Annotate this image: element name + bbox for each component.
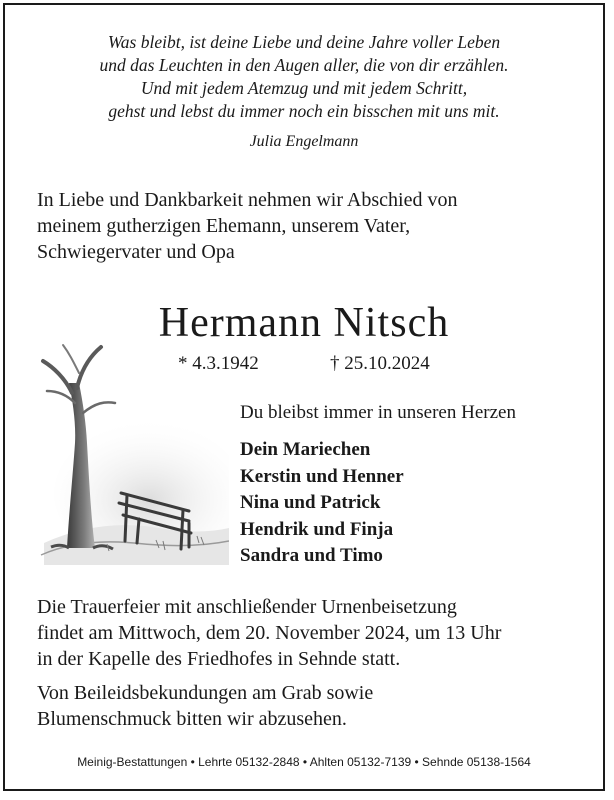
intro-text [37, 187, 582, 265]
intro-line: Schwiegervater und Opa [37, 241, 235, 263]
ceremony-info [37, 594, 587, 672]
poem [5, 31, 603, 153]
tree-and-bench-illustration [39, 343, 229, 565]
request-line: Blumenschmuck bitten wir abzusehen. [37, 708, 347, 730]
request-line: Von Beileidsbekundungen am Grab sowie [37, 682, 374, 704]
deceased-name: Hermann Nitsch [158, 300, 450, 346]
family-member: Kerstin und Henner [240, 465, 404, 487]
family-member: Dein Mariechen [240, 439, 371, 460]
poem-line: Was bleibt, ist deine Liebe und deine Jahre voller Leben [107, 32, 501, 52]
poem-line: gehst und lebst du immer noch ein bisschen mit uns mit. [108, 101, 500, 121]
family-list [240, 437, 404, 570]
motto: Du bleibst immer in unseren Herzen [240, 402, 516, 423]
family-member: Nina und Patrick [240, 492, 381, 513]
poem-line: Und mit jedem Atemzug und mit jedem Schritt, [140, 78, 468, 98]
family-member: Hendrik und Finja [240, 518, 394, 540]
obituary-notice [3, 3, 605, 791]
intro-line: In Liebe und Dankbarkeit nehmen wir Abschied von [37, 189, 458, 211]
death-date: † 25.10.2024 [330, 353, 430, 374]
ceremony-line: in der Kapelle des Friedhofes in Sehnde statt. [37, 648, 401, 670]
family-member: Sandra und Timo [240, 545, 383, 566]
poem-line: und das Leuchten in den Augen aller, die von dir erzählen. [99, 55, 509, 75]
condolence-request [37, 680, 587, 732]
funeral-home-footer: Meinig-Bestattungen • Lehrte 05132-2848 • Ahlten 05132-7139 • Sehnde 05138-1564 [77, 755, 531, 769]
birth-date: * 4.3.1942 [178, 353, 259, 374]
ceremony-line: findet am Mittwoch, dem 20. November 2024, um 13 Uhr [37, 622, 502, 644]
ceremony-line: Die Trauerfeier mit anschließender Urnenbeisetzung [37, 596, 457, 618]
poem-author: Julia Engelmann [249, 133, 359, 150]
intro-line: meinem gutherzigen Ehemann, unserem Vater, [37, 215, 411, 237]
